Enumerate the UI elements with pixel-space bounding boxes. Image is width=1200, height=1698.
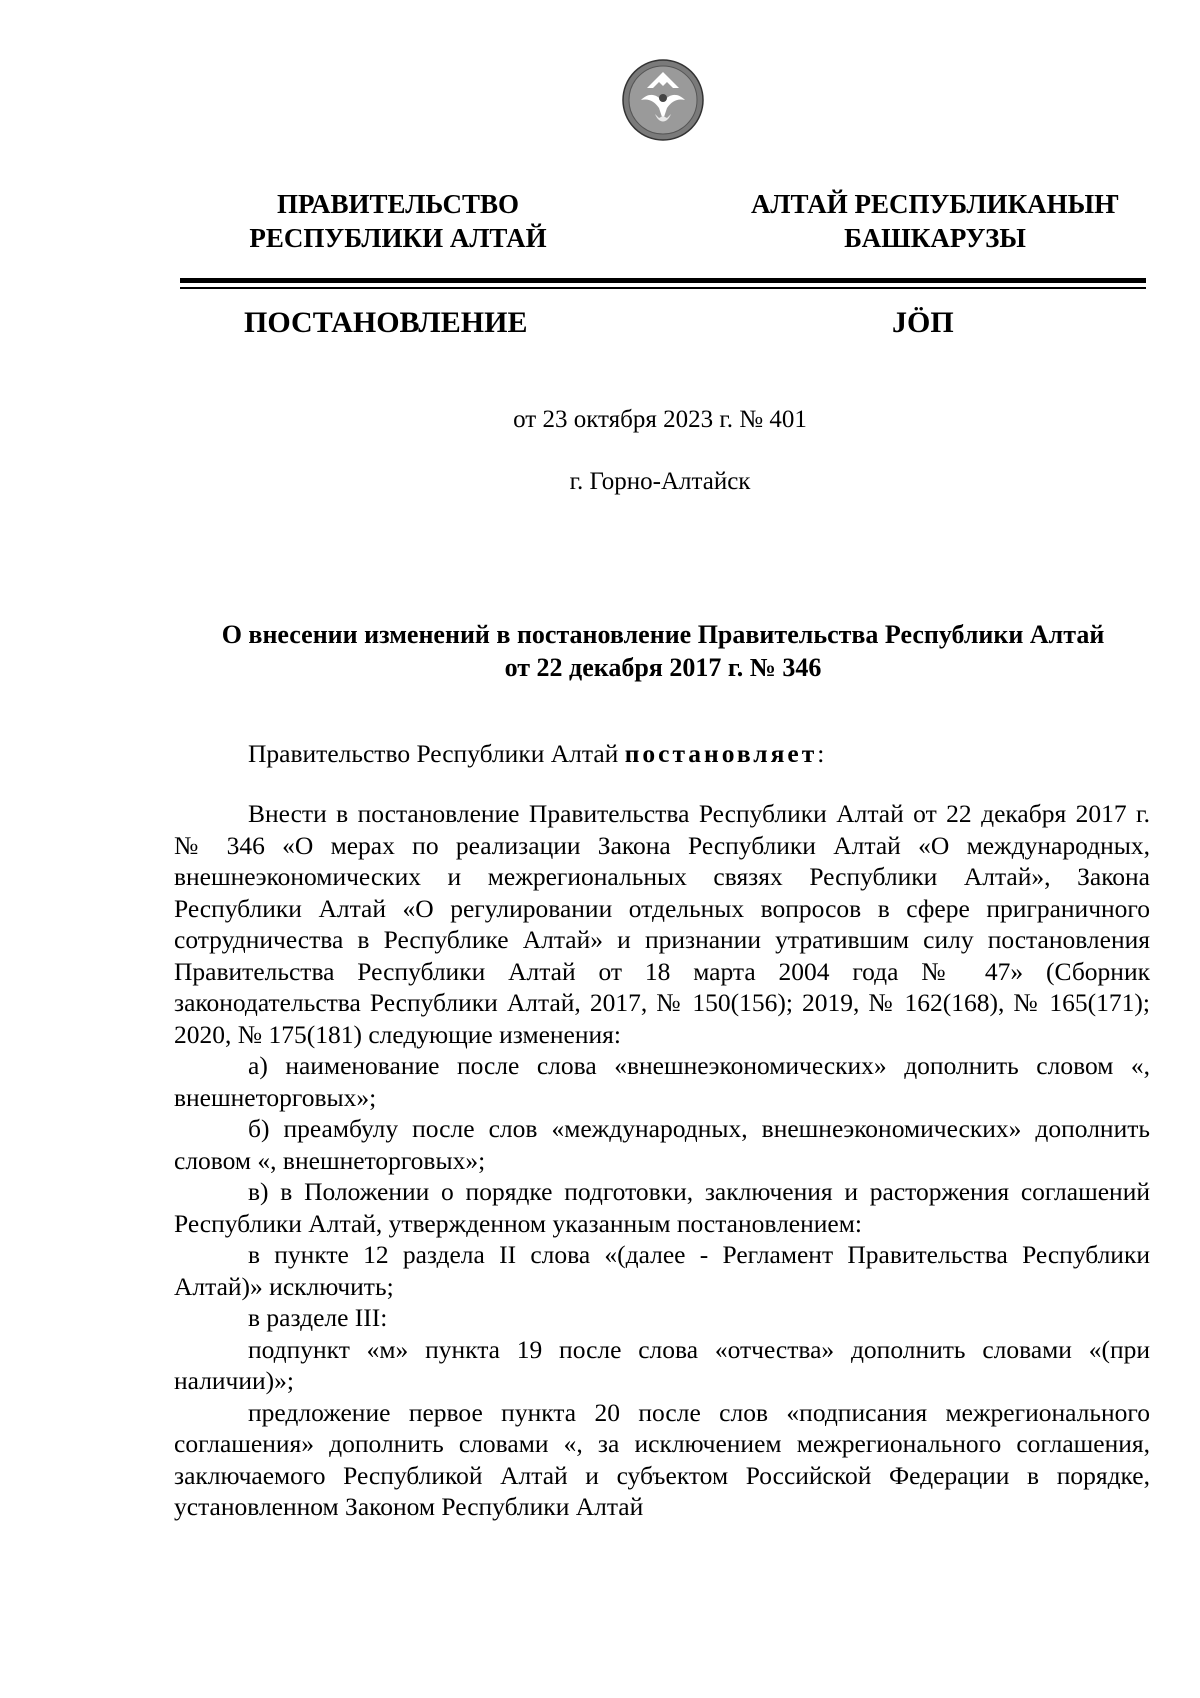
header-left [228, 187, 568, 255]
intro-paragraph [174, 738, 1150, 770]
document-city: г. Горно-Алтайск [569, 468, 751, 495]
document-title [176, 618, 1150, 684]
title-line1: О внесении изменений в постановление Правительства Республики Алтай [221, 620, 1105, 649]
body-paragraph: в разделе III: [248, 1303, 388, 1332]
intro-suffix: : [817, 739, 825, 768]
document-body [174, 798, 1150, 1523]
body-paragraph: предложение первое пункта 20 после слов «подписания межрегионального соглашения» дополнить словами «, за исключением межрегионального соглашения, заключаемого Республикой Алтай и субъектом Российской Федерации в порядке, установленном Законом Республики Алтай [174, 1397, 1150, 1521]
header-left-line2: РЕСПУБЛИКИ АЛТАЙ [249, 223, 547, 253]
header-left-line1: ПРАВИТЕЛЬСТВО [276, 189, 520, 219]
header-divider-thick [180, 278, 1146, 283]
body-paragraph: Внести в постановление Правительства Республики Алтай от 22 декабря 2017 г. № 346 «О мерах по реализации Закона Республики Алтай «О международных, внешнеэкономических и межрегиональных связях Республики Алтай», Закона Республики Алтай «О регулировании отдельных вопросов в сфере приграничного сотрудничества в Республике Алтай» и признании утратившим силу постановления Правительства Республики Алтай от 18 марта 2004 года № 47» (Сборник законодательства Республики Алтай, 2017, № 150(156); 2019, № 162(168), № 165(171); 2020, № 175(181) следующие изменения: [174, 799, 1150, 1049]
body-paragraph: а) наименование после слова «внешнеэкономических» дополнить словом «, внешнеторговых»; [174, 1051, 1150, 1112]
doc-type-russian: ПОСТАНОВЛЕНИЕ [244, 306, 528, 339]
doc-type-altai: JӦП [892, 306, 954, 339]
header-right [730, 187, 1140, 255]
body-paragraph: б) преамбулу после слов «международных, внешнеэкономических» дополнить словом «, внешнеторговых»; [174, 1114, 1150, 1175]
body-paragraph: подпункт «м» пункта 19 после слова «отчества» дополнить словами «(при наличии)»; [174, 1334, 1150, 1395]
body-paragraph: в) в Положении о порядке подготовки, заключения и расторжения соглашений Республики Алтай, утвержденном указанным постановлением: [174, 1177, 1150, 1238]
body-paragraph: в пункте 12 раздела II слова «(далее - Регламент Правительства Республики Алтай)» исключить; [174, 1240, 1150, 1301]
header-right-line2: БАШКАРУЗЫ [844, 223, 1026, 253]
header-divider-thin [180, 287, 1146, 289]
title-line2: от 22 декабря 2017 г. № 346 [504, 653, 822, 682]
document-date-number: от 23 октября 2023 г. № 401 [513, 406, 807, 433]
intro-decision-word: постановляет [624, 739, 818, 768]
republic-emblem-icon [621, 58, 705, 142]
intro-prefix: Правительство Республики Алтай [248, 739, 625, 768]
header-right-line1: АЛТАЙ РЕСПУБЛИКАНЫҤ [750, 189, 1120, 219]
